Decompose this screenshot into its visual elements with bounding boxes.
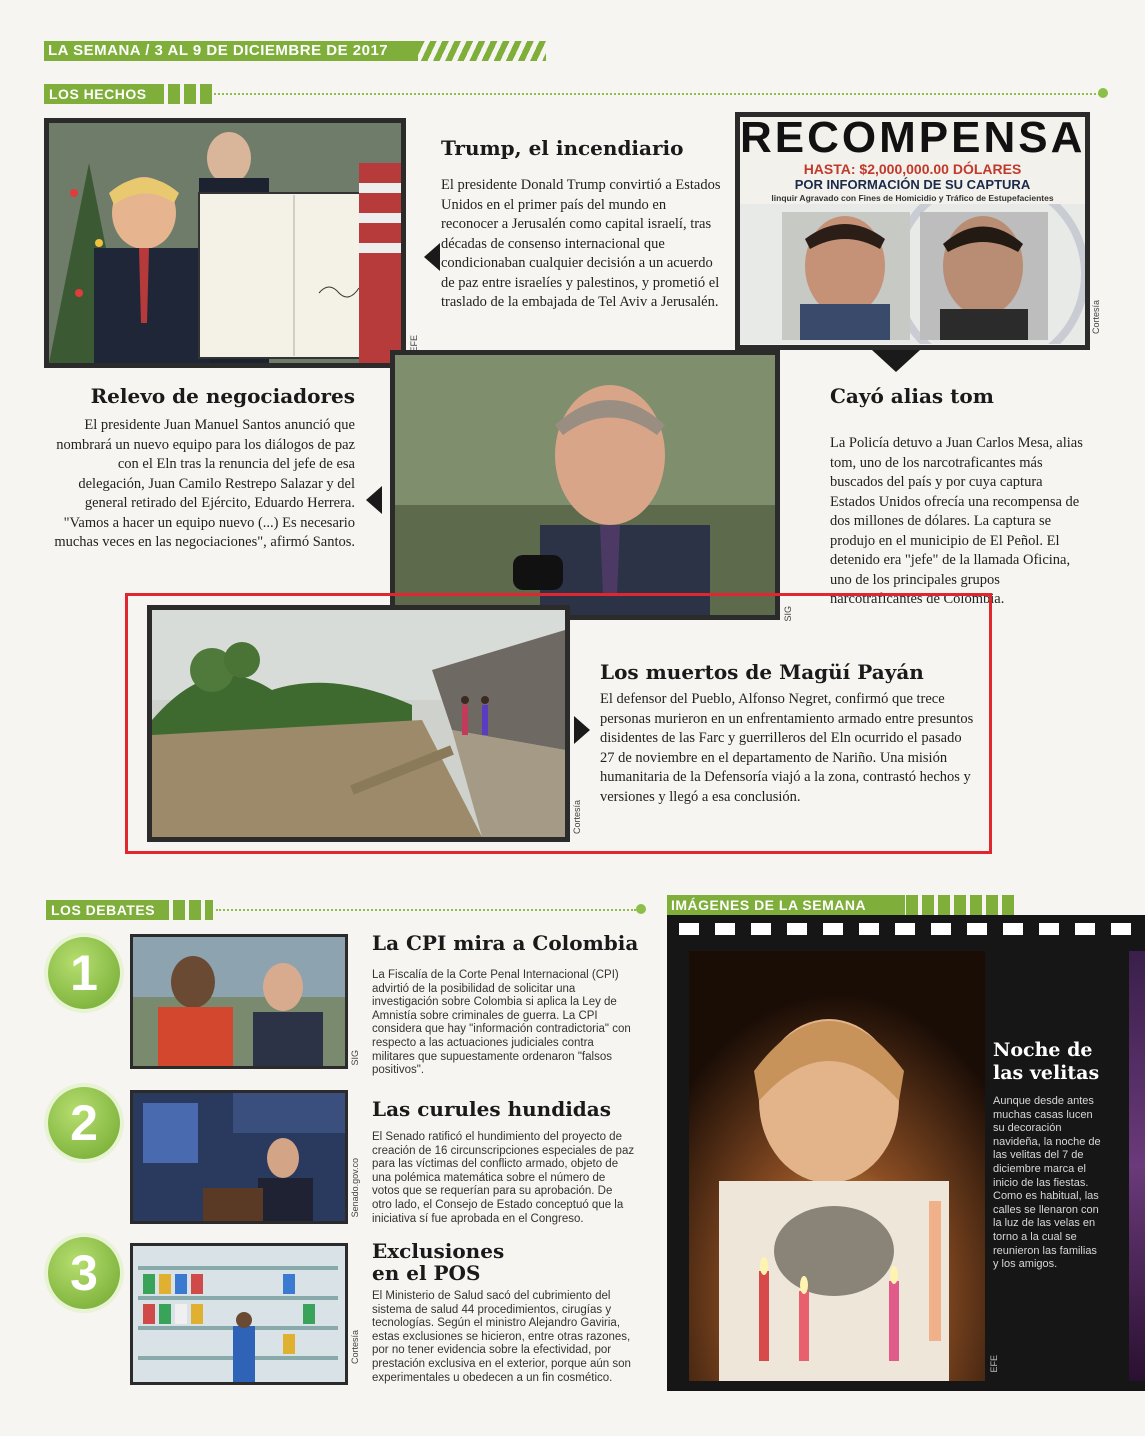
tom-body: La Policía detuvo a Juan Carlos Mesa, alias tom, uno de los narcotraficantes más buscados del país y por cuya captura Estados Unidos ofrecía una recompensa de dos millones de dólares. La captura se produjo en el municipio de El Peñol. El detenido era "jefe" de la llamada Oficina, uno de los principales grupos narcotraficantes de Colombia. bbox=[830, 435, 1083, 607]
section-hechos-rule bbox=[214, 93, 1100, 95]
muertos-photo-art bbox=[152, 610, 565, 837]
poster-credit: Cortesía bbox=[1091, 300, 1101, 335]
trump-photo-art bbox=[49, 123, 401, 363]
debate-2-photo bbox=[130, 1090, 348, 1224]
trump-pointer-arrow bbox=[424, 243, 440, 271]
recompensa-poster bbox=[735, 112, 1090, 350]
debate-3-title: Exclusiones en el POS bbox=[372, 1239, 505, 1285]
edition-text: LA SEMANA / 3 AL 9 DE DICIEMBRE DE 2017 bbox=[48, 42, 389, 59]
poster-subtitle: POR INFORMACIÓN DE SU CAPTURA bbox=[794, 177, 1031, 192]
debate-1-photo bbox=[130, 934, 348, 1069]
section-hechos-text: LOS HECHOS bbox=[49, 86, 147, 102]
section-label-debates bbox=[46, 900, 160, 920]
debate-1-title: La CPI mira a Colombia bbox=[372, 931, 639, 955]
debate-3-credit: Cortesía bbox=[350, 1330, 360, 1365]
muertos-photo bbox=[147, 605, 570, 842]
relevo-body: El presidente Juan Manuel Santos anunció que nombrará un nuevo equipo para los diálogos de paz con el Eln tras la renuncia del jefe de esa delegación, Juan Camilo Restrepo Salazar y del general retirado del Ejército, Eduardo Herrera. "Vamos a hacer un equipo nuevo (...) Es necesario muchas veces en las negociaciones", afirmó Santos. bbox=[54, 417, 355, 550]
velitas-body: Aunque desde antes muchas casas lucen su decoración navideña, la noche de las velitas del 7 de diciembre marca el inicio de las fiestas. Como es habitual, las calles se llenaron con la luz de las velas en torno a la cual se reunieron las familias y los amigos. bbox=[993, 1095, 1101, 1271]
trump-title: Trump, el incendiario bbox=[441, 136, 684, 160]
debate-1-credit: SIG bbox=[350, 1050, 360, 1066]
debate-number-1: 1 bbox=[48, 937, 120, 1009]
poster-mugshots bbox=[740, 204, 1085, 344]
debate-1-photo-art bbox=[133, 937, 345, 1066]
trump-photo-credit: EFE bbox=[409, 335, 419, 353]
relevo-pointer-arrow bbox=[366, 486, 382, 514]
poster-heading: RECOMPENSA bbox=[740, 113, 1086, 162]
section-hechos-dot bbox=[1098, 88, 1108, 98]
section-debates-text: LOS DEBATES bbox=[51, 902, 156, 918]
section-label-imagenes bbox=[667, 895, 905, 915]
tom-title: Cayó alias tom bbox=[830, 384, 994, 408]
poster-amount: HASTA: $2,000,000.00 DÓLARES bbox=[803, 161, 1022, 177]
restrepo-photo-art bbox=[395, 355, 775, 615]
section-imagenes-blocks bbox=[906, 895, 1016, 915]
section-debates-blocks bbox=[157, 900, 213, 920]
muertos-title: Los muertos de Magüí Payán bbox=[600, 660, 924, 684]
debate-1-body: La Fiscalía de la Corte Penal Internacional (CPI) advirtió de la posibilidad de solicitar una investigación sobre Colombia si aplica la Ley de Amnistía sobre criminales de guerra. La CPI considera que hay "información contradictoria" con respecto a las actuaciones judiciales contra militares que supuestamente ordenaron "falsos positivos". bbox=[372, 969, 631, 1077]
edition-bar bbox=[44, 41, 418, 61]
debate-2-credit: Senado.gov.co bbox=[350, 1158, 360, 1218]
edition-stripes bbox=[418, 41, 546, 61]
film-strip bbox=[667, 915, 1145, 1391]
velitas-photo bbox=[689, 951, 985, 1381]
debate-2-photo-art bbox=[133, 1093, 345, 1221]
relevo-title: Relevo de negociadores bbox=[90, 384, 355, 408]
restrepo-photo bbox=[390, 350, 780, 620]
velitas-photo-art bbox=[689, 951, 985, 1381]
restrepo-photo-credit: SIG bbox=[783, 606, 793, 622]
poster-pointer-arrow bbox=[872, 350, 920, 372]
debate-number-2: 2 bbox=[48, 1087, 120, 1159]
section-hechos-blocks bbox=[152, 84, 212, 104]
muertos-photo-credit: Cortesía bbox=[572, 800, 582, 835]
section-debates-dot bbox=[636, 904, 646, 914]
velitas-title: Noche de las velitas bbox=[993, 1039, 1100, 1084]
debate-2-title: Las curules hundidas bbox=[372, 1097, 611, 1121]
muertos-body: El defensor del Pueblo, Alfonso Negret, confirmó que trece personas murieron en un enfrentamiento armado entre presuntos disidentes de las Farc y guerrilleros del Eln ocurrido el pasado 27 de noviembre en el departamento de Nariño. Una misión humanitaria de la Defensoría viajó a la zona, contrastó hechos y versiones y llegó a esa conclusión. bbox=[600, 691, 974, 805]
debate-number-3: 3 bbox=[48, 1237, 120, 1309]
film-holes-top bbox=[679, 923, 1139, 935]
debate-2-body: El Senado ratificó el hundimiento del proyecto de creación de 16 circunscripciones especiales de paz para las víctimas del conflicto armado, objeto de una polémica matemática sobre el número de votos que se requerían para su aprobación. De otro lado, el Consejo de Estado conceptuó que la iniciativa sí fue aprobada en el Congreso. bbox=[372, 1131, 635, 1225]
trump-photo bbox=[44, 118, 406, 368]
velitas-credit: EFE bbox=[989, 1355, 999, 1373]
debate-3-photo bbox=[130, 1243, 348, 1385]
section-label-hechos bbox=[44, 84, 152, 104]
debate-3-body: El Ministerio de Salud sacó del cubrimiento del sistema de salud 44 procedimientos, cirugías y tecnologías. Según el ministro Alejandro Gaviria, estas exclusiones se hicieron, entre otras razones, por no tener evidencia sobre la efectividad, por prestación exclusiva en el exterior, porque aún son experimentales u obedecen a un fin cosmético. bbox=[372, 1290, 631, 1384]
next-frame-photo bbox=[1129, 951, 1145, 1381]
trump-body: El presidente Donald Trump convirtió a Estados Unidos en el primer país del mundo en reconocer a Jerusalén como capital israelí, tras décadas de consenso internacional que condicionaban cualquier decisión a un acuerdo de paz entre israelíes y palestinos, y prometió el traslado de la embajada de Tel Aviv a Jerusalén. bbox=[441, 177, 721, 310]
muertos-pointer-arrow bbox=[574, 716, 590, 744]
poster-crime: linquir Agravado con Fines de Homicidio y Tráfico de Estupefacientes bbox=[771, 193, 1054, 203]
section-debates-rule bbox=[216, 909, 636, 911]
debate-3-photo-art bbox=[133, 1246, 345, 1382]
section-imagenes-text: IMÁGENES DE LA SEMANA bbox=[671, 897, 867, 913]
